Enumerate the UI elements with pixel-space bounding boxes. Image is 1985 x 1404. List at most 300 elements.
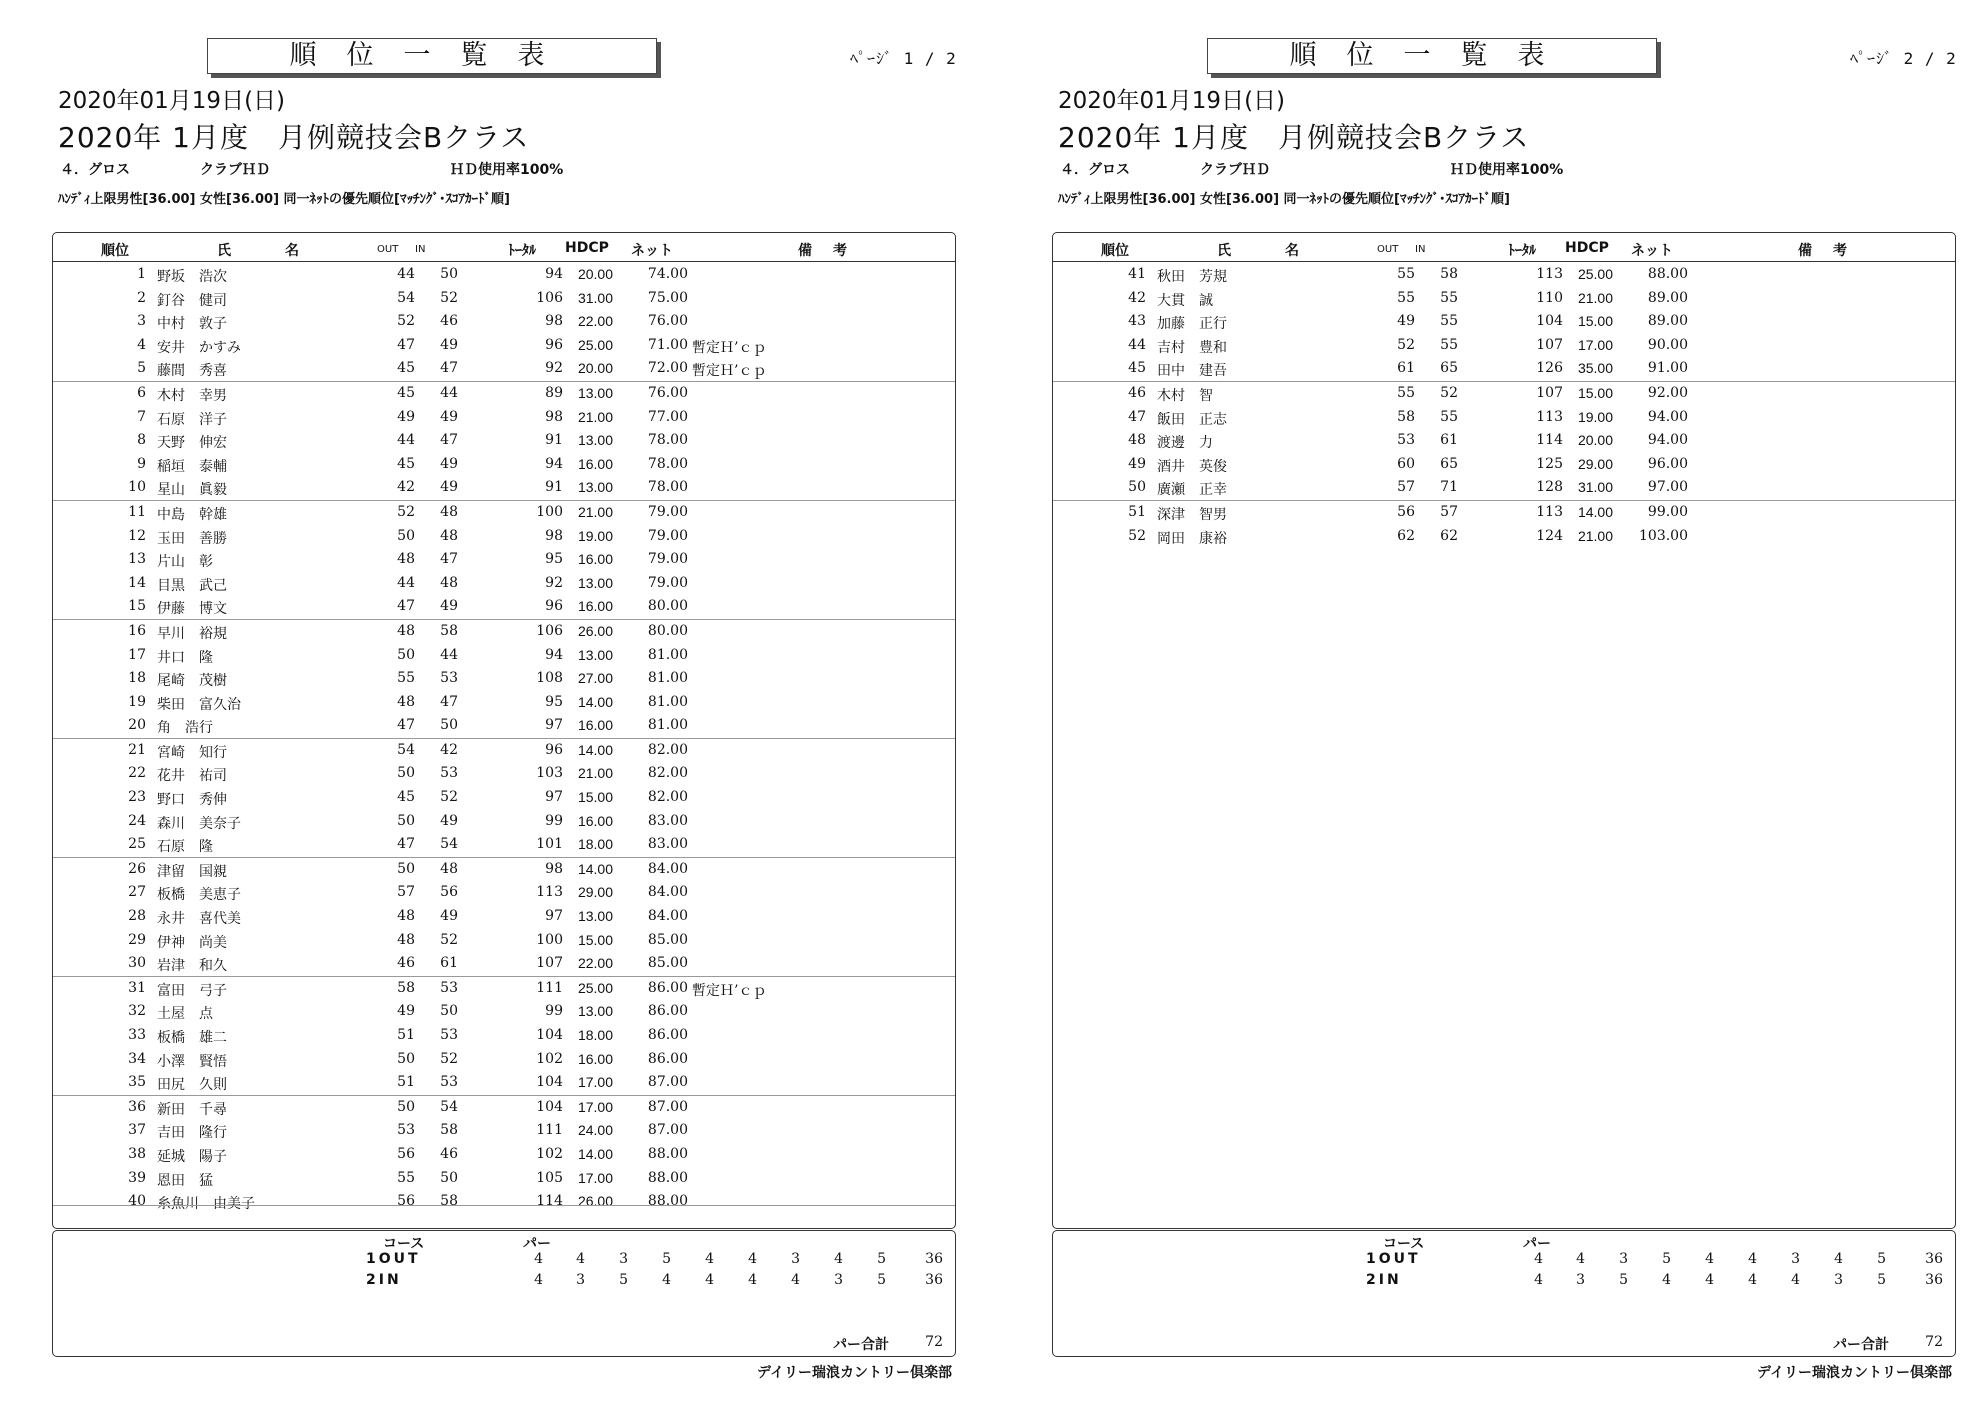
total-score: 113 bbox=[1536, 503, 1563, 520]
table-header bbox=[53, 233, 955, 262]
par-in-hole: 5 bbox=[1877, 1272, 1886, 1288]
total-score: 114 bbox=[1536, 432, 1563, 449]
rank-cell: 25 bbox=[128, 836, 146, 853]
table-row bbox=[1053, 429, 1955, 453]
net-score: 71.00 bbox=[647, 336, 688, 353]
par-label: パー bbox=[1523, 1236, 1551, 1252]
handicap: 20.00 bbox=[577, 360, 613, 377]
table-row bbox=[53, 857, 955, 882]
net-score: 86.00 bbox=[647, 1050, 688, 1067]
table-row bbox=[1053, 476, 1955, 500]
out-score: 50 bbox=[397, 646, 415, 663]
row-divider bbox=[53, 1205, 955, 1206]
ranking-table bbox=[1052, 232, 1956, 1229]
net-score: 89.00 bbox=[1647, 289, 1688, 306]
out-score: 47 bbox=[397, 598, 415, 615]
rank-cell: 19 bbox=[128, 693, 146, 710]
total-score: 94 bbox=[545, 266, 563, 282]
course-in-name: 2IN bbox=[1366, 1272, 1402, 1288]
player-name: 早川 裕規 bbox=[157, 625, 227, 642]
table-row bbox=[53, 357, 955, 381]
out-score: 47 bbox=[397, 717, 415, 734]
par-out-hole: 4 bbox=[576, 1251, 585, 1267]
header-in: IN bbox=[415, 244, 426, 255]
in-score: 53 bbox=[440, 670, 458, 687]
handicap: 16.00 bbox=[577, 455, 613, 472]
par-out-hole: 4 bbox=[1576, 1251, 1585, 1267]
total-score: 107 bbox=[1536, 336, 1563, 353]
net-score: 88.00 bbox=[647, 1145, 688, 1162]
table-row bbox=[1053, 310, 1955, 334]
rank-cell: 50 bbox=[1128, 479, 1146, 496]
table-row bbox=[53, 786, 955, 810]
player-name: 石原 隆 bbox=[157, 839, 213, 856]
rank-cell: 30 bbox=[128, 955, 146, 972]
handicap: 21.00 bbox=[577, 765, 613, 782]
out-score: 45 bbox=[397, 789, 415, 806]
out-score: 50 bbox=[397, 765, 415, 782]
par-in-hole: 4 bbox=[705, 1272, 714, 1288]
header-note-1: 備 bbox=[1798, 243, 1812, 259]
player-name: 岩津 和久 bbox=[157, 958, 227, 975]
net-score: 88.00 bbox=[647, 1193, 688, 1210]
in-score: 50 bbox=[440, 1003, 458, 1020]
out-score: 49 bbox=[397, 408, 415, 425]
rank-cell: 21 bbox=[128, 741, 146, 758]
net-score: 79.00 bbox=[647, 551, 688, 568]
event-title: 2020年 1月度 月例競技会Bクラス bbox=[1058, 121, 1530, 154]
player-name: 延城 陽子 bbox=[157, 1148, 227, 1165]
handicap: 16.00 bbox=[577, 598, 613, 615]
rank-cell: 52 bbox=[1128, 527, 1146, 544]
total-score: 96 bbox=[545, 336, 563, 353]
net-score: 91.00 bbox=[1647, 360, 1688, 377]
in-score: 50 bbox=[440, 717, 458, 734]
handicap: 26.00 bbox=[577, 622, 613, 639]
handicap: 17.00 bbox=[577, 1098, 613, 1115]
table-row bbox=[53, 1143, 955, 1167]
in-score: 48 bbox=[440, 527, 458, 544]
par-out-hole: 4 bbox=[1748, 1251, 1757, 1267]
player-name: 井口 隆 bbox=[157, 649, 213, 666]
in-score: 49 bbox=[440, 479, 458, 496]
total-score: 95 bbox=[545, 551, 563, 568]
in-score: 52 bbox=[440, 789, 458, 806]
net-score: 81.00 bbox=[647, 646, 688, 663]
par-out-hole: 5 bbox=[662, 1251, 671, 1267]
net-score: 103.00 bbox=[1639, 527, 1688, 544]
net-score: 89.00 bbox=[1647, 313, 1688, 330]
table-row bbox=[53, 1095, 955, 1120]
player-name: 花井 祐司 bbox=[157, 768, 227, 785]
net-score: 84.00 bbox=[647, 860, 688, 877]
handicap: 13.00 bbox=[577, 479, 613, 496]
out-score: 55 bbox=[397, 1169, 415, 1186]
net-score: 78.00 bbox=[647, 432, 688, 449]
total-score: 102 bbox=[536, 1050, 563, 1067]
table-row bbox=[53, 1024, 955, 1048]
handicap: 17.00 bbox=[577, 1169, 613, 1186]
par-out-hole: 5 bbox=[877, 1251, 886, 1267]
net-score: 82.00 bbox=[647, 789, 688, 806]
total-score: 91 bbox=[545, 432, 563, 449]
table-row bbox=[53, 619, 955, 644]
out-score: 55 bbox=[1397, 289, 1415, 306]
in-score: 48 bbox=[440, 503, 458, 520]
in-score: 48 bbox=[440, 574, 458, 591]
header-note-2: 考 bbox=[833, 243, 847, 259]
out-score: 45 bbox=[397, 455, 415, 472]
handicap: 15.00 bbox=[577, 789, 613, 806]
total-score: 91 bbox=[545, 479, 563, 496]
par-out-hole: 3 bbox=[619, 1251, 628, 1267]
table-row bbox=[53, 667, 955, 691]
handicap: 21.00 bbox=[577, 408, 613, 425]
net-score: 88.00 bbox=[647, 1169, 688, 1186]
table-row bbox=[53, 881, 955, 905]
rank-cell: 33 bbox=[128, 1027, 146, 1043]
total-score: 104 bbox=[1536, 313, 1563, 330]
handicap-rate: ＨＤ使用率100% bbox=[450, 162, 564, 178]
out-score: 48 bbox=[397, 551, 415, 568]
in-score: 52 bbox=[440, 931, 458, 948]
par-in-hole: 4 bbox=[662, 1272, 671, 1288]
course-label: コース bbox=[1383, 1236, 1425, 1252]
in-score: 61 bbox=[440, 955, 458, 972]
handicap: 25.00 bbox=[577, 979, 613, 996]
player-name: 飯田 正志 bbox=[1157, 411, 1227, 428]
in-score: 58 bbox=[1440, 266, 1458, 282]
in-score: 54 bbox=[440, 836, 458, 853]
par-out-total: 36 bbox=[925, 1251, 943, 1267]
player-name: 玉田 善勝 bbox=[157, 530, 227, 547]
par-in-total: 36 bbox=[1925, 1272, 1943, 1288]
player-name: 藤間 秀喜 bbox=[157, 363, 227, 380]
table-row bbox=[53, 833, 955, 857]
rank-cell: 20 bbox=[128, 717, 146, 734]
total-score: 113 bbox=[1536, 408, 1563, 425]
in-score: 53 bbox=[440, 1027, 458, 1043]
net-score: 85.00 bbox=[647, 955, 688, 972]
total-score: 97 bbox=[545, 908, 563, 925]
player-name: 新田 千尋 bbox=[157, 1101, 227, 1118]
out-score: 56 bbox=[397, 1145, 415, 1162]
table-row bbox=[53, 976, 955, 1001]
in-score: 58 bbox=[440, 1193, 458, 1210]
total-score: 113 bbox=[1536, 266, 1563, 282]
header-net: ネット bbox=[1631, 243, 1673, 259]
table-row bbox=[53, 905, 955, 929]
in-score: 62 bbox=[1440, 527, 1458, 544]
rank-cell: 42 bbox=[1128, 289, 1146, 306]
player-name: 田尻 久則 bbox=[157, 1077, 227, 1094]
total-score: 124 bbox=[1536, 527, 1563, 544]
total-score: 100 bbox=[536, 503, 563, 520]
in-score: 42 bbox=[440, 741, 458, 758]
player-name: 星山 眞毅 bbox=[157, 482, 227, 499]
note-cell: 暫定Ｈ’ｃｐ bbox=[692, 363, 767, 380]
net-score: 86.00 bbox=[647, 1027, 688, 1043]
handicap: 14.00 bbox=[577, 741, 613, 758]
handicap-type: クラブＨＤ bbox=[200, 162, 270, 178]
out-score: 46 bbox=[397, 955, 415, 972]
handicap: 16.00 bbox=[577, 1050, 613, 1067]
player-name: 岡田 康裕 bbox=[1157, 530, 1227, 547]
out-score: 55 bbox=[1397, 266, 1415, 282]
out-score: 52 bbox=[397, 503, 415, 520]
total-score: 107 bbox=[536, 955, 563, 972]
rank-cell: 22 bbox=[128, 765, 146, 782]
out-score: 49 bbox=[1397, 313, 1415, 330]
table-row bbox=[53, 429, 955, 453]
table-row bbox=[53, 1071, 955, 1095]
note-cell: 暫定Ｈ’ｃｐ bbox=[692, 339, 767, 356]
player-name: 加藤 正行 bbox=[1157, 316, 1227, 333]
player-name: 吉村 豊和 bbox=[1157, 339, 1227, 356]
table-row bbox=[53, 1167, 955, 1191]
total-score: 98 bbox=[545, 860, 563, 877]
player-name: 木村 智 bbox=[1157, 387, 1213, 404]
in-score: 55 bbox=[1440, 408, 1458, 425]
rank-cell: 1 bbox=[137, 266, 146, 282]
total-score: 106 bbox=[536, 622, 563, 639]
table-row bbox=[53, 334, 955, 358]
total-score: 114 bbox=[536, 1193, 563, 1210]
par-in-hole: 4 bbox=[1705, 1272, 1714, 1288]
ranking-table bbox=[52, 232, 956, 1229]
event-title: 2020年 1月度 月例競技会Bクラス bbox=[58, 121, 530, 154]
handicap: 22.00 bbox=[577, 313, 613, 330]
handicap: 15.00 bbox=[1577, 384, 1613, 401]
par-in-hole: 4 bbox=[791, 1272, 800, 1288]
table-row bbox=[53, 1190, 955, 1214]
out-score: 44 bbox=[397, 266, 415, 282]
in-score: 53 bbox=[440, 979, 458, 996]
out-score: 44 bbox=[397, 574, 415, 591]
rank-cell: 36 bbox=[128, 1098, 146, 1115]
net-score: 82.00 bbox=[647, 765, 688, 782]
player-name: 板橋 雄二 bbox=[157, 1030, 227, 1046]
in-score: 49 bbox=[440, 812, 458, 829]
table-row bbox=[1053, 381, 1955, 406]
header-total: ﾄｰﾀﾙ bbox=[508, 243, 536, 259]
club-name: デイリー瑞浪カントリー倶楽部 bbox=[1756, 1365, 1952, 1381]
table-header bbox=[1053, 233, 1955, 262]
table-body bbox=[1053, 263, 1955, 548]
total-score: 107 bbox=[1536, 384, 1563, 401]
in-score: 44 bbox=[440, 384, 458, 401]
player-name: 津留 国親 bbox=[157, 863, 227, 880]
total-score: 105 bbox=[536, 1169, 563, 1186]
rank-cell: 46 bbox=[1128, 384, 1146, 401]
table-row bbox=[53, 310, 955, 334]
total-score: 110 bbox=[1536, 289, 1563, 306]
handicap: 18.00 bbox=[577, 836, 613, 853]
handicap: 14.00 bbox=[577, 693, 613, 710]
note-cell: 暫定Ｈ’ｃｐ bbox=[692, 982, 767, 999]
course-in-name: 2IN bbox=[366, 1272, 402, 1288]
table-row bbox=[1053, 287, 1955, 311]
out-score: 55 bbox=[397, 670, 415, 687]
table-row bbox=[53, 595, 955, 619]
par-in-hole: 4 bbox=[1662, 1272, 1671, 1288]
out-score: 62 bbox=[1397, 527, 1415, 544]
par-in-hole: 5 bbox=[619, 1272, 628, 1288]
player-name: 板橋 美恵子 bbox=[157, 887, 241, 904]
in-score: 47 bbox=[440, 432, 458, 449]
table-row bbox=[1053, 500, 1955, 525]
handicap: 17.00 bbox=[1577, 336, 1613, 353]
out-score: 45 bbox=[397, 360, 415, 377]
total-score: 106 bbox=[536, 289, 563, 306]
player-name: 目黒 武己 bbox=[157, 577, 227, 594]
out-score: 54 bbox=[397, 741, 415, 758]
player-name: 酒井 英俊 bbox=[1157, 458, 1227, 475]
rank-cell: 2 bbox=[137, 289, 146, 306]
rank-cell: 15 bbox=[128, 598, 146, 615]
handicap: 16.00 bbox=[577, 551, 613, 568]
total-score: 100 bbox=[536, 931, 563, 948]
course-out-name: 1OUT bbox=[1366, 1251, 1421, 1267]
page-number: ﾍﾟｰｼﾞ 2 / 2 bbox=[1850, 49, 1957, 68]
table-row bbox=[53, 714, 955, 738]
header-net: ネット bbox=[631, 243, 673, 259]
table-row bbox=[53, 572, 955, 596]
rank-cell: 11 bbox=[128, 503, 146, 520]
in-score: 47 bbox=[440, 693, 458, 710]
out-score: 51 bbox=[397, 1027, 415, 1043]
player-name: 中村 敦子 bbox=[157, 316, 227, 333]
total-score: 108 bbox=[536, 670, 563, 687]
out-score: 48 bbox=[397, 931, 415, 948]
net-score: 79.00 bbox=[647, 574, 688, 591]
handicap: 35.00 bbox=[1577, 360, 1613, 377]
net-score: 92.00 bbox=[1647, 384, 1688, 401]
handicap: 13.00 bbox=[577, 1003, 613, 1020]
out-score: 48 bbox=[397, 908, 415, 925]
par-in-hole: 4 bbox=[534, 1272, 543, 1288]
total-score: 97 bbox=[545, 717, 563, 734]
table-row bbox=[53, 810, 955, 834]
handicap: 13.00 bbox=[577, 384, 613, 401]
in-score: 44 bbox=[440, 646, 458, 663]
player-name: 宮崎 知行 bbox=[157, 744, 227, 761]
net-score: 79.00 bbox=[647, 527, 688, 544]
in-score: 65 bbox=[1440, 360, 1458, 377]
player-name: 森川 美奈子 bbox=[157, 815, 241, 832]
course-label: コース bbox=[383, 1236, 425, 1252]
total-score: 96 bbox=[545, 598, 563, 615]
handicap: 25.00 bbox=[577, 336, 613, 353]
handicap-conditions: ﾊﾝﾃﾞｨ上限男性[36.00] 女性[36.00] 同一ﾈｯﾄの優先順位[ﾏｯﾁﾝｸﾞ･ｽｺｱｶｰﾄﾞ順] bbox=[1058, 192, 1510, 207]
net-score: 77.00 bbox=[647, 408, 688, 425]
table-body bbox=[53, 263, 955, 1214]
handicap: 21.00 bbox=[1577, 289, 1613, 306]
out-score: 50 bbox=[397, 1098, 415, 1115]
net-score: 81.00 bbox=[647, 693, 688, 710]
in-score: 47 bbox=[440, 551, 458, 568]
header-out: OUT bbox=[377, 244, 399, 255]
header-rank: 順位 bbox=[1101, 243, 1129, 259]
handicap: 15.00 bbox=[1577, 313, 1613, 330]
player-name: 稲垣 泰輔 bbox=[157, 458, 227, 475]
rank-cell: 45 bbox=[1128, 360, 1146, 377]
in-score: 56 bbox=[440, 884, 458, 901]
out-score: 57 bbox=[1397, 479, 1415, 496]
handicap-rate: ＨＤ使用率100% bbox=[1450, 162, 1564, 178]
player-name: 天野 伸宏 bbox=[157, 435, 227, 452]
net-score: 86.00 bbox=[647, 979, 688, 996]
handicap: 31.00 bbox=[577, 289, 613, 306]
net-score: 81.00 bbox=[647, 717, 688, 734]
player-name: 小澤 賢悟 bbox=[157, 1053, 227, 1070]
total-score: 92 bbox=[545, 574, 563, 591]
total-score: 98 bbox=[545, 527, 563, 544]
out-score: 56 bbox=[397, 1193, 415, 1210]
table-row bbox=[53, 548, 955, 572]
in-score: 49 bbox=[440, 908, 458, 925]
player-name: 尾崎 茂樹 bbox=[157, 673, 227, 690]
in-score: 57 bbox=[1440, 503, 1458, 520]
out-score: 48 bbox=[397, 622, 415, 639]
par-out-hole: 3 bbox=[1619, 1251, 1628, 1267]
result-page-1 bbox=[0, 0, 990, 1404]
header-hdcp: HDCP bbox=[565, 240, 609, 256]
net-score: 82.00 bbox=[647, 741, 688, 758]
in-score: 55 bbox=[1440, 336, 1458, 353]
handicap: 19.00 bbox=[1577, 408, 1613, 425]
handicap: 31.00 bbox=[1577, 479, 1613, 496]
handicap: 16.00 bbox=[577, 812, 613, 829]
handicap: 21.00 bbox=[577, 503, 613, 520]
in-score: 48 bbox=[440, 860, 458, 877]
rank-cell: 48 bbox=[1128, 432, 1146, 449]
out-score: 45 bbox=[397, 384, 415, 401]
handicap: 13.00 bbox=[577, 574, 613, 591]
table-row bbox=[1053, 357, 1955, 381]
rank-cell: 5 bbox=[137, 360, 146, 377]
par-in-hole: 4 bbox=[748, 1272, 757, 1288]
net-score: 76.00 bbox=[647, 384, 688, 401]
in-score: 49 bbox=[440, 408, 458, 425]
rank-cell: 40 bbox=[128, 1193, 146, 1210]
handicap: 24.00 bbox=[577, 1122, 613, 1139]
total-score: 99 bbox=[545, 1003, 563, 1020]
table-row bbox=[53, 1119, 955, 1143]
player-name: 伊神 尚美 bbox=[157, 934, 227, 951]
rank-cell: 27 bbox=[128, 884, 146, 901]
total-score: 104 bbox=[536, 1098, 563, 1115]
net-score: 94.00 bbox=[1647, 408, 1688, 425]
player-name: 大貫 誠 bbox=[1157, 292, 1213, 309]
total-score: 92 bbox=[545, 360, 563, 377]
net-score: 78.00 bbox=[647, 455, 688, 472]
rank-cell: 9 bbox=[137, 455, 146, 472]
handicap: 14.00 bbox=[1577, 503, 1613, 520]
handicap: 16.00 bbox=[577, 717, 613, 734]
net-score: 96.00 bbox=[1647, 455, 1688, 472]
table-row bbox=[53, 1000, 955, 1024]
handicap: 29.00 bbox=[1577, 455, 1613, 472]
in-score: 50 bbox=[440, 1169, 458, 1186]
rank-cell: 49 bbox=[1128, 455, 1146, 472]
club-name: デイリー瑞浪カントリー倶楽部 bbox=[756, 1365, 952, 1381]
header-name-1: 氏 bbox=[1217, 243, 1231, 259]
player-name: 安井 かすみ bbox=[157, 339, 241, 356]
in-score: 71 bbox=[1440, 479, 1458, 496]
table-row bbox=[1053, 263, 1955, 287]
net-score: 76.00 bbox=[647, 313, 688, 330]
